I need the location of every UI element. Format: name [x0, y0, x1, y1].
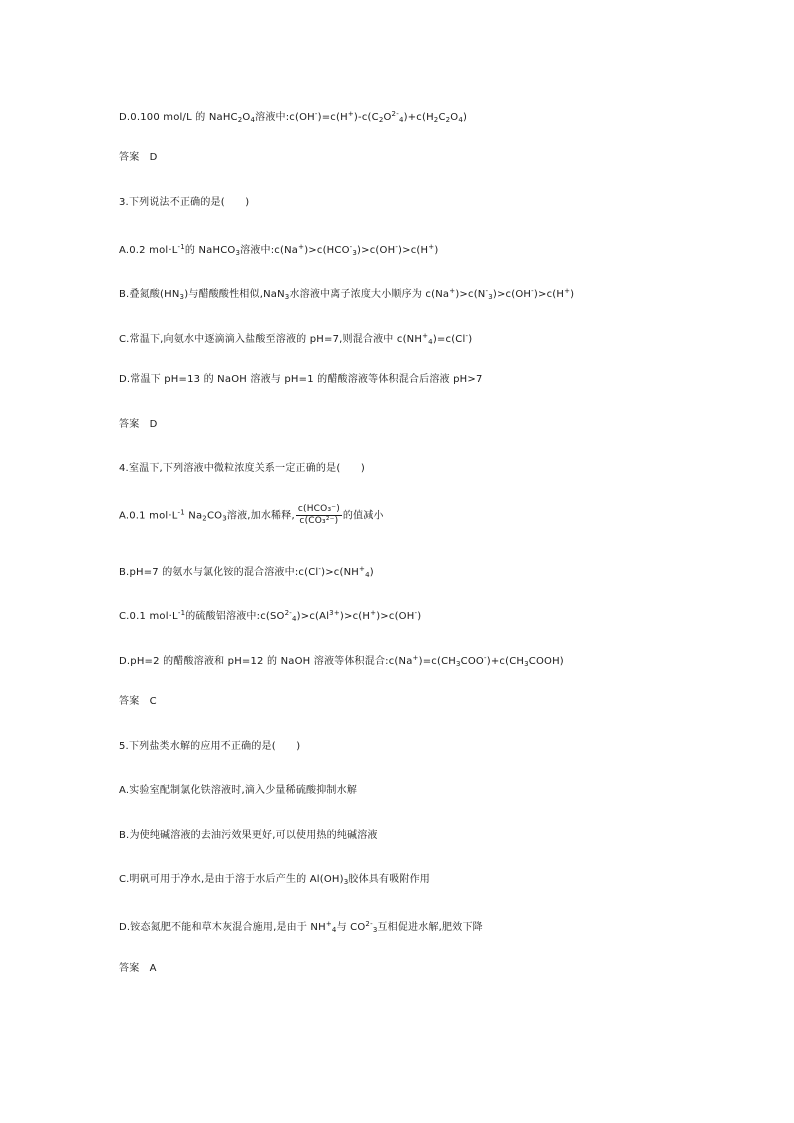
superscript: +: [347, 110, 354, 118]
q3-answer: 答案 D: [119, 419, 158, 430]
subscript: 3: [456, 660, 461, 668]
subscript: 3: [284, 293, 290, 301]
subscript: 4: [458, 116, 464, 124]
superscript: +: [422, 332, 429, 340]
subscript: 3: [235, 249, 241, 257]
text: 溶液中:c(Na: [240, 245, 299, 256]
subscript: 3: [372, 926, 378, 934]
superscript: -1: [177, 609, 186, 617]
superscript: +: [564, 287, 571, 295]
text: C.常温下,向氨水中逐滴滴入盐酸至溶液的 pH=7,则混合液中 c(NH: [119, 334, 423, 345]
text: COO: [460, 656, 484, 667]
superscript: -: [485, 287, 489, 295]
subscript: 4: [428, 338, 433, 346]
text: )-c(C: [353, 112, 379, 123]
text: ): [463, 112, 468, 123]
text: O: [450, 112, 459, 123]
text: O: [242, 112, 251, 123]
text: )>c(HCO: [304, 245, 350, 256]
q4-answer: 答案 C: [119, 696, 157, 707]
text: ): [369, 567, 374, 578]
fraction-denominator: c(CO₃²⁻): [299, 516, 339, 526]
subscript: 3: [488, 293, 493, 301]
q5-option-d: [119, 917, 483, 937]
q4-option-d: [119, 651, 564, 671]
subscript: 2: [378, 116, 384, 124]
subscript: 2: [237, 116, 243, 124]
q2-answer: 答案 D: [119, 152, 158, 163]
text: ): [434, 245, 439, 256]
text: D.pH=2 的醋酸溶液和 pH=12 的 NaOH 溶液等体积混合:c(Na: [119, 656, 413, 667]
text: ): [570, 289, 575, 300]
superscript: +: [298, 243, 305, 251]
superscript: +: [370, 609, 377, 617]
subscript: 4: [398, 116, 404, 124]
text: )>c(H: [533, 289, 565, 300]
text: A.0.1 mol·L: [119, 510, 178, 522]
text: 溶液,加水稀释,: [226, 510, 295, 522]
text: )=c(H: [317, 112, 348, 123]
text: )与醋酸酸性相似,NaN: [184, 289, 285, 300]
text: )+c(H: [403, 112, 434, 123]
superscript: -: [349, 243, 353, 251]
text: A.0.2 mol·L: [119, 245, 178, 256]
text: C: [438, 112, 446, 123]
text: 胶体具有吸附作用: [348, 874, 430, 885]
superscript: 3+: [329, 609, 340, 617]
text: B.pH=7 的氨水与氯化铵的混合溶液中:c(Cl: [119, 567, 319, 578]
subscript: 2: [202, 514, 207, 523]
text: )>c(H: [398, 245, 429, 256]
superscript: -: [483, 654, 487, 662]
fraction-numerator: c(HCO₃⁻): [297, 504, 340, 514]
superscript: 2-: [391, 110, 399, 118]
text: )=c(CH: [418, 656, 456, 667]
text: 互相促进水解,肥效下降: [377, 922, 483, 933]
superscript: -1: [177, 243, 185, 251]
subscript: 4: [250, 116, 256, 124]
superscript: -: [531, 287, 534, 295]
subscript: 3: [179, 293, 185, 301]
superscript: -: [314, 110, 318, 118]
text: 的硫酸铝溶液中:c(SO: [185, 611, 285, 622]
text: )>c(N: [455, 289, 486, 300]
q3-option-b: [119, 284, 574, 304]
q4-option-c: [119, 606, 421, 626]
text: O: [383, 112, 392, 123]
superscript: +: [358, 565, 366, 573]
subscript: 3: [352, 249, 358, 257]
text: C.0.1 mol·L: [119, 611, 178, 622]
q5-answer: 答案 A: [119, 963, 157, 974]
text: 与 CO: [336, 922, 366, 933]
subscript: 3: [343, 878, 349, 886]
q4-option-b: [119, 562, 374, 582]
q2-option-d: [119, 107, 467, 127]
superscript: +: [428, 243, 435, 251]
text: 溶液中:c(OH: [255, 112, 315, 123]
superscript: -: [465, 332, 469, 340]
subscript: 2: [445, 116, 451, 124]
text: )>c(NH: [321, 567, 359, 578]
q5-stem: 5.下列盐类水解的应用不正确的是( ): [119, 741, 301, 752]
text: )>c(H: [339, 611, 371, 622]
superscript: -: [318, 565, 322, 573]
subscript: 3: [524, 660, 529, 668]
q5-option-b: B.为使纯碱溶液的去油污效果更好,可以使用热的纯碱溶液: [119, 830, 378, 841]
subscript: 3: [222, 514, 227, 523]
text: CO: [206, 510, 223, 522]
text: )>c(Al: [296, 611, 330, 622]
text: D.铵态氮肥不能和草木灰混合施用,是由于 NH: [119, 922, 326, 933]
subscript: 2: [433, 116, 439, 124]
q3-option-a: [119, 240, 438, 260]
text: 水溶液中离子浓度大小顺序为 c(Na: [289, 289, 450, 300]
text: D.0.100 mol/L 的 NaHC: [119, 112, 238, 123]
text: C.明矾可用于净水,是由于溶于水后产生的 Al(OH): [119, 874, 344, 885]
q3-option-c: [119, 329, 472, 349]
text: COOH): [528, 656, 564, 667]
text: ): [468, 334, 473, 345]
superscript: +: [449, 287, 456, 295]
text: )>c(OH: [492, 289, 532, 300]
superscript: 2-: [284, 609, 293, 617]
text: )>c(OH: [357, 245, 396, 256]
superscript: 2-: [365, 920, 373, 928]
q3-stem: 3.下列说法不正确的是( ): [119, 197, 250, 208]
q4-option-a: [119, 504, 384, 527]
superscript: -: [414, 609, 418, 617]
superscript: -: [395, 243, 399, 251]
subscript: 4: [331, 926, 337, 934]
concentration-fraction: [296, 504, 342, 527]
superscript: -1: [177, 508, 185, 517]
q4-stem: 4.室温下,下列溶液中微粒浓度关系一定正确的是( ): [119, 463, 365, 474]
text: Na: [184, 510, 203, 522]
superscript: +: [412, 654, 419, 662]
q3-option-d: D.常温下 pH=13 的 NaOH 溶液与 pH=1 的醋酸溶液等体积混合后溶液 pH>7: [119, 374, 483, 385]
text: 的值减小: [342, 510, 384, 522]
q5-option-c: [119, 873, 430, 889]
superscript: +: [325, 920, 332, 928]
text: )=c(Cl: [432, 334, 466, 345]
q5-option-a: A.实验室配制氯化铁溶液时,滴入少量稀硫酸抑制水解: [119, 785, 358, 796]
text: )>c(OH: [376, 611, 415, 622]
subscript: 4: [365, 571, 370, 579]
subscript: 4: [292, 615, 297, 623]
text: B.叠氮酸(HN: [119, 289, 180, 300]
text: )+c(CH: [486, 656, 525, 667]
text: 的 NaHCO: [184, 245, 236, 256]
text: ): [417, 611, 422, 622]
